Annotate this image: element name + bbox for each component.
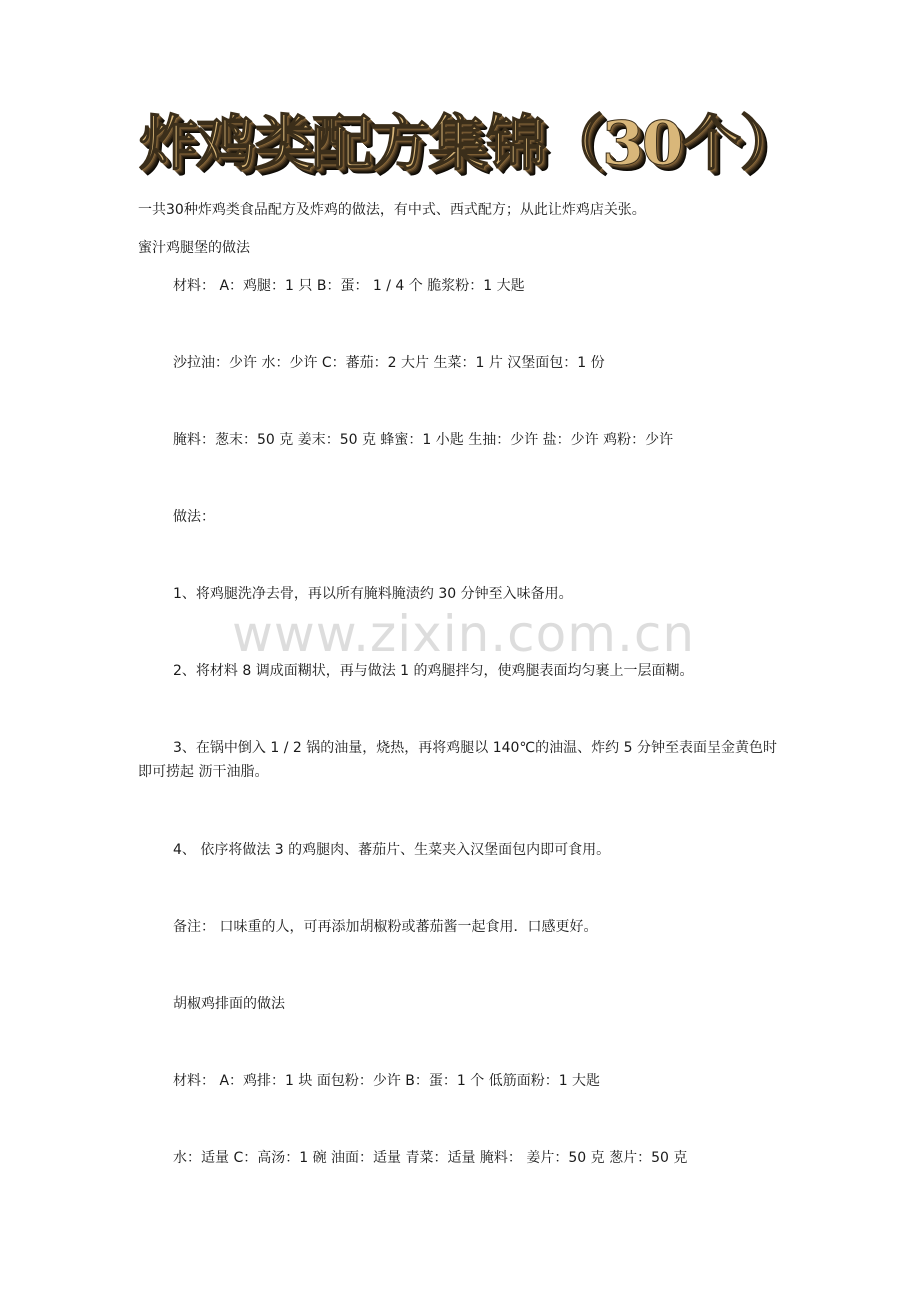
recipe1-step-1: 1、将鸡腿洗净去骨，再以所有腌料腌渍约 30 分钟至入味备用。: [173, 586, 573, 602]
recipe1-materials-a: 材料： A：鸡腿：1 只 B：蛋： 1 / 4 个 脆浆粉：1 大匙: [173, 278, 525, 294]
recipe2-heading: 胡椒鸡排面的做法: [173, 996, 285, 1012]
recipe1-marinade: 腌料：葱末：50 克 姜末：50 克 蜂蜜：1 小匙 生抽：少许 盐：少许 鸡粉：少许: [173, 432, 674, 448]
document-title: 炸鸡类配方集锦（30个）: [138, 109, 798, 179]
watermark: www.zixin.com.cn: [232, 605, 696, 663]
recipe1-step-3: 3、在锅中倒入 1 / 2 锅的油量，烧热，再将鸡腿以 140℃的油温、炸约 5 分钟至表面呈金黄色时即可捞起 沥干油脂。: [138, 740, 777, 780]
recipe1-step-4: 4、 依序将做法 3 的鸡腿肉、蕃茄片、生菜夹入汉堡面包内即可食用。: [173, 842, 611, 858]
recipe1-note: 备注： 口味重的人，可再添加胡椒粉或蕃茄酱一起食用．口感更好。: [173, 919, 598, 935]
recipe1-method-label: 做法：: [173, 509, 215, 525]
recipe1-step-2: 2、将材料 8 调成面糊状，再与做法 1 的鸡腿拌匀，使鸡腿表面均匀裹上一层面糊。: [173, 663, 694, 679]
recipe1-materials-b: 沙拉油：少许 水：少许 C：蕃茄：2 大片 生菜：1 片 汉堡面包：1 份: [173, 355, 605, 371]
recipe1-heading: 蜜汁鸡腿堡的做法: [138, 240, 250, 256]
intro-text: 一共30种炸鸡类食品配方及炸鸡的做法，有中式、西式配方；从此让炸鸡店关张。: [138, 202, 646, 218]
recipe2-materials-b: 水：适量 C：高汤：1 碗 油面：适量 青菜：适量 腌料： 姜片：50 克 葱片：50 克: [173, 1150, 688, 1166]
recipe2-materials-a: 材料： A：鸡排：1 块 面包粉：少许 B：蛋：1 个 低筋面粉：1 大匙: [173, 1073, 601, 1089]
